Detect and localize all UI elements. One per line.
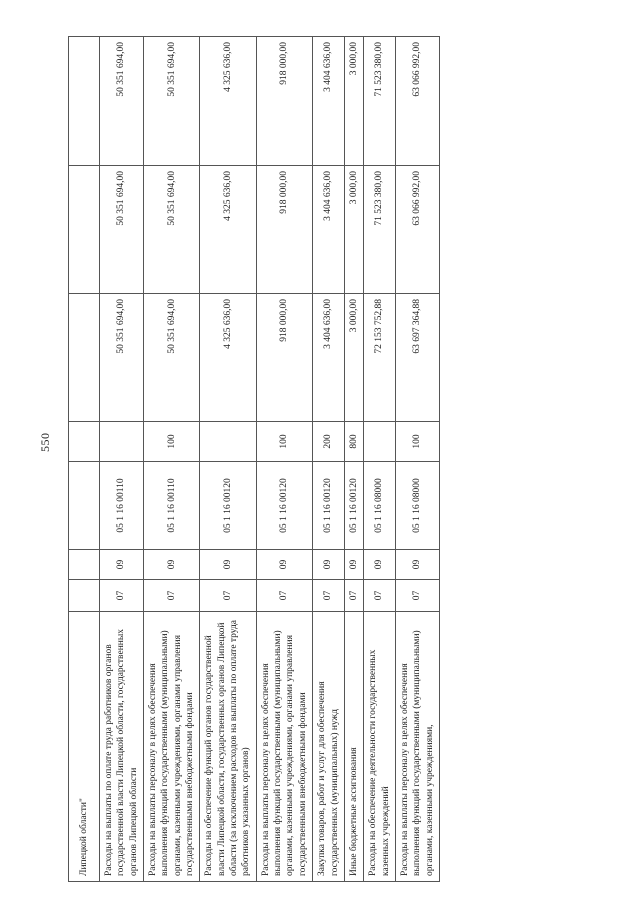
cell-section: 07 — [256, 580, 312, 612]
cell-name: Расходы на выплаты персоналу в целях обеспечения выполнения функций государственными (муниципальными) органами, казенными учреждениями, — [395, 612, 439, 882]
cell-sum-year-2: 50 351 694,00 — [100, 166, 144, 294]
cell-sum-year-3: 63 066 992,00 — [395, 37, 439, 166]
rotated-table-wrapper — [68, 37, 588, 882]
table-row — [69, 37, 100, 882]
cell-sum-year-1: 4 325 636,00 — [200, 294, 256, 422]
cell-subsection: 09 — [200, 550, 256, 580]
cell-subsection: 09 — [144, 550, 200, 580]
table-row — [200, 37, 256, 882]
cell-sum-year-2: 3 000,00 — [344, 166, 363, 294]
table-row — [395, 37, 439, 882]
cell-sum-year-3: 50 351 694,00 — [144, 37, 200, 166]
cell-section: 07 — [344, 580, 363, 612]
table-row — [344, 37, 363, 882]
cell-sum-year-1: 72 153 752,88 — [364, 294, 396, 422]
cell-sum-year-3 — [69, 37, 100, 166]
cell-target-article: 05 1 16 00120 — [256, 462, 312, 550]
cell-target-article: 05 1 16 00120 — [344, 462, 363, 550]
cell-section: 07 — [200, 580, 256, 612]
cell-sum-year-1: 63 697 364,88 — [395, 294, 439, 422]
cell-target-article: 05 1 16 00110 — [100, 462, 144, 550]
cell-expense-type — [100, 422, 144, 462]
cell-sum-year-2: 3 404 636,00 — [313, 166, 345, 294]
cell-sum-year-2: 63 066 992,00 — [395, 166, 439, 294]
cell-section: 07 — [144, 580, 200, 612]
cell-section: 07 — [313, 580, 345, 612]
budget-table — [68, 36, 440, 882]
cell-target-article: 05 1 16 08000 — [364, 462, 396, 550]
cell-name: Расходы на выплаты персоналу в целях обеспечения выполнения функций государственными (муниципальными) органами, казенными учреждениями, органами управления государственными внебюджетными фондами — [256, 612, 312, 882]
cell-subsection: 09 — [256, 550, 312, 580]
cell-subsection: 09 — [313, 550, 345, 580]
cell-target-article: 05 1 16 00110 — [144, 462, 200, 550]
cell-sum-year-1: 50 351 694,00 — [144, 294, 200, 422]
cell-name: Расходы на обеспечение деятельности государственных казенных учреждений — [364, 612, 396, 882]
cell-expense-type — [364, 422, 396, 462]
cell-sum-year-3: 71 523 380,00 — [364, 37, 396, 166]
cell-subsection: 09 — [364, 550, 396, 580]
table-body — [69, 37, 440, 882]
cell-expense-type: 800 — [344, 422, 363, 462]
cell-sum-year-2 — [69, 166, 100, 294]
cell-section: 07 — [100, 580, 144, 612]
cell-name: Расходы на выплаты персоналу в целях обеспечения выполнения функций государственными (муниципальными) органами, казенными учреждениями, органами управления государственными внебюджетными фондами — [144, 612, 200, 882]
cell-subsection: 09 — [344, 550, 363, 580]
cell-target-article: 05 1 16 00120 — [200, 462, 256, 550]
cell-expense-type: 100 — [395, 422, 439, 462]
cell-expense-type: 100 — [256, 422, 312, 462]
table-row — [256, 37, 312, 882]
cell-name: Липецкой области" — [69, 612, 100, 882]
cell-section — [69, 580, 100, 612]
cell-expense-type — [69, 422, 100, 462]
cell-section: 07 — [395, 580, 439, 612]
page-number: 550 — [38, 432, 52, 452]
cell-target-article: 05 1 16 08000 — [395, 462, 439, 550]
cell-sum-year-1: 3 404 636,00 — [313, 294, 345, 422]
cell-sum-year-3: 4 325 636,00 — [200, 37, 256, 166]
table-row — [100, 37, 144, 882]
cell-sum-year-3: 50 351 694,00 — [100, 37, 144, 166]
cell-subsection: 09 — [100, 550, 144, 580]
cell-sum-year-3: 918 000,00 — [256, 37, 312, 166]
cell-sum-year-2: 50 351 694,00 — [144, 166, 200, 294]
cell-subsection: 09 — [395, 550, 439, 580]
cell-sum-year-1: 3 000,00 — [344, 294, 363, 422]
cell-sum-year-1: 918 000,00 — [256, 294, 312, 422]
cell-subsection — [69, 550, 100, 580]
cell-sum-year-1: 50 351 694,00 — [100, 294, 144, 422]
table-row — [144, 37, 200, 882]
cell-name: Закупка товаров, работ и услуг для обеспечения государственных (муниципальных) нужд — [313, 612, 345, 882]
cell-name: Иные бюджетные ассигнования — [344, 612, 363, 882]
cell-name: Расходы на обеспечение функций органов государственной власти Липецкой области, государственных органов Липецкой области (за исключением расходов на выплаты по оплате труда работников указанных органов) — [200, 612, 256, 882]
cell-sum-year-1 — [69, 294, 100, 422]
cell-sum-year-2: 71 523 380,00 — [364, 166, 396, 294]
cell-target-article — [69, 462, 100, 550]
cell-target-article: 05 1 16 00120 — [313, 462, 345, 550]
cell-sum-year-3: 3 404 636,00 — [313, 37, 345, 166]
table-row — [313, 37, 345, 882]
cell-name: Расходы на выплаты по оплате труда работников органов государственной власти Липецкой области, государственных органов Липецкой области — [100, 612, 144, 882]
cell-sum-year-3: 3 000,00 — [344, 37, 363, 166]
cell-expense-type: 200 — [313, 422, 345, 462]
table-row — [364, 37, 396, 882]
cell-expense-type: 100 — [144, 422, 200, 462]
cell-expense-type — [200, 422, 256, 462]
cell-section: 07 — [364, 580, 396, 612]
cell-sum-year-2: 4 325 636,00 — [200, 166, 256, 294]
cell-sum-year-2: 918 000,00 — [256, 166, 312, 294]
